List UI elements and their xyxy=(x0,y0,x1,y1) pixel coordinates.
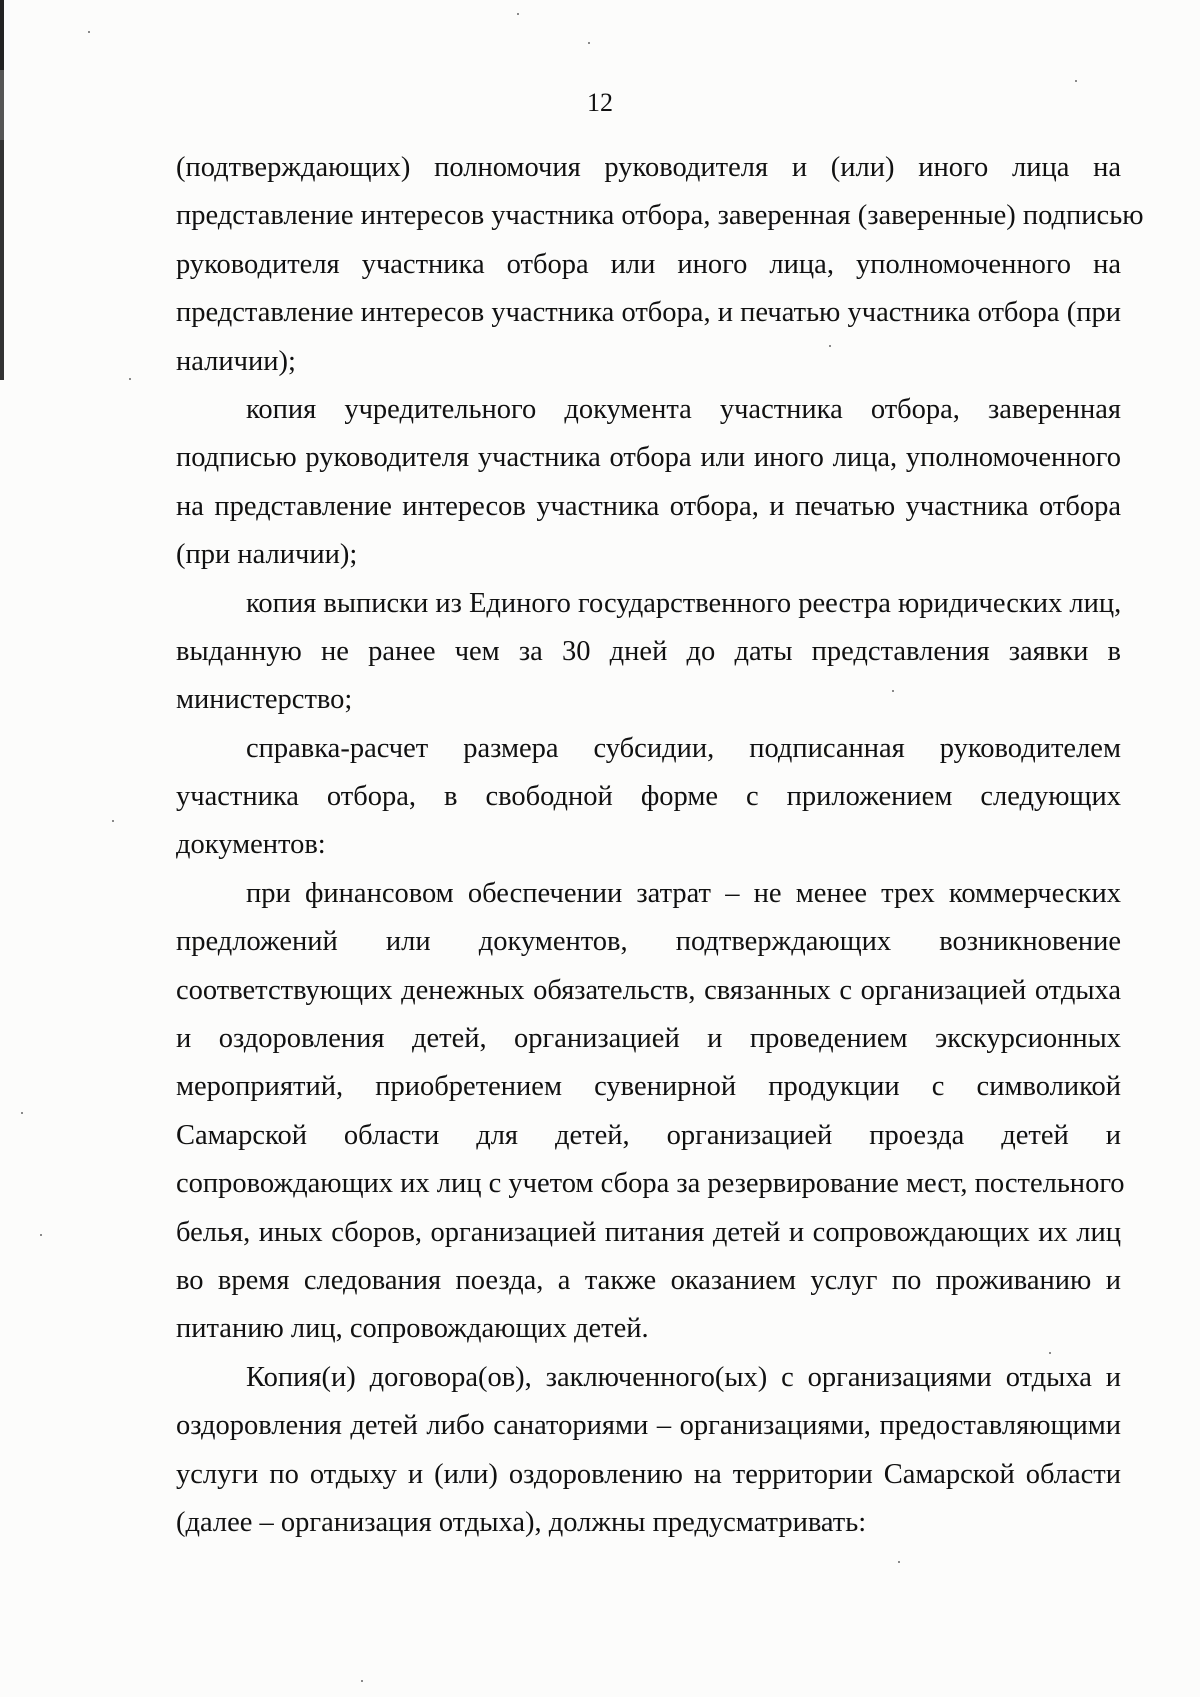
scan-speck xyxy=(517,13,519,15)
text-line: (подтверждающих) полномочия руководителя и (или) иного лица на xyxy=(176,152,1121,183)
scan-speck xyxy=(112,820,114,822)
text-line: представление интересов участника отбора, и печатью участника отбора (при xyxy=(176,297,1121,329)
paragraph-financial-support xyxy=(176,870,1125,1354)
scan-speck xyxy=(1075,80,1077,82)
scan-speck xyxy=(21,1112,23,1114)
paragraph-authority-document xyxy=(176,144,1144,386)
scan-speck xyxy=(898,1561,900,1563)
scan-binding-edge xyxy=(0,0,4,380)
paragraph-founding-document xyxy=(176,386,1121,580)
text-line: выданную не ранее чем за 30 дней до даты представления заявки в xyxy=(176,635,1121,667)
scan-speck xyxy=(40,1234,42,1236)
text-line: во время следования поезда, а также оказанием услуг по проживанию и xyxy=(176,1264,1121,1296)
text-line: документов: xyxy=(176,829,326,861)
paragraph-subsidy-calculation xyxy=(176,725,1121,870)
text-line: справка-расчет размера субсидии, подписанная руководителем xyxy=(246,732,1121,764)
text-line: при финансовом обеспечении затрат – не менее трех коммерческих xyxy=(246,877,1121,909)
text-line: копия выписки из Единого государственного реестра юридических лиц, xyxy=(246,587,1122,619)
paragraph-contract-copies xyxy=(176,1354,1121,1548)
text-line: услуги по отдыху и (или) оздоровлению на территории Самарской области xyxy=(176,1458,1121,1490)
text-line: наличии); xyxy=(176,345,296,377)
text-line: мероприятий, приобретением сувенирной продукции с символикой xyxy=(176,1071,1121,1103)
text-line: копия учредительного документа участника отбора, заверенная xyxy=(246,393,1121,425)
text-line: питанию лиц, сопровождающих детей. xyxy=(176,1313,649,1345)
text-line: участника отбора, в свободной форме с приложением следующих xyxy=(176,781,1121,813)
scan-speck xyxy=(88,31,90,33)
text-line: сопровождающих их лиц с учетом сбора за резервирование мест, постельного xyxy=(176,1168,1125,1200)
body-text xyxy=(176,144,1144,1547)
scan-speck xyxy=(129,378,131,380)
paragraph-registry-extract xyxy=(176,580,1121,725)
text-line: министерство; xyxy=(176,684,353,716)
text-line: белья, иных сборов, организацией питания детей и сопровождающих их лиц xyxy=(176,1216,1121,1248)
text-line: Копия(и) договора(ов), заключенного(ых) с организациями отдыха и xyxy=(246,1361,1121,1393)
text-line: (при наличии); xyxy=(176,539,358,571)
text-line: руководителя участника отбора или иного лица, уполномоченного на xyxy=(176,248,1121,280)
text-line: (далее – организация отдыха), должны предусматривать: xyxy=(176,1506,867,1538)
text-line: Самарской области для детей, организацией проезда детей и xyxy=(176,1119,1121,1151)
text-line: соответствующих денежных обязательств, связанных с организацией отдыха xyxy=(176,974,1121,1006)
scan-speck xyxy=(588,42,590,44)
text-line: представление интересов участника отбора, заверенная (заверенные) подписью xyxy=(176,200,1144,232)
text-line: и оздоровления детей, организацией и проведением экскурсионных xyxy=(176,1023,1121,1055)
text-line: подписью руководителя участника отбора или иного лица, уполномоченного xyxy=(176,442,1121,474)
text-line: оздоровления детей либо санаториями – организациями, предоставляющими xyxy=(176,1410,1121,1442)
text-line: предложений или документов, подтверждающих возникновение xyxy=(176,926,1121,958)
scan-speck xyxy=(361,1680,363,1682)
page-number: 12 xyxy=(587,88,613,117)
text-line: на представление интересов участника отбора, и печатью участника отбора xyxy=(176,490,1121,522)
